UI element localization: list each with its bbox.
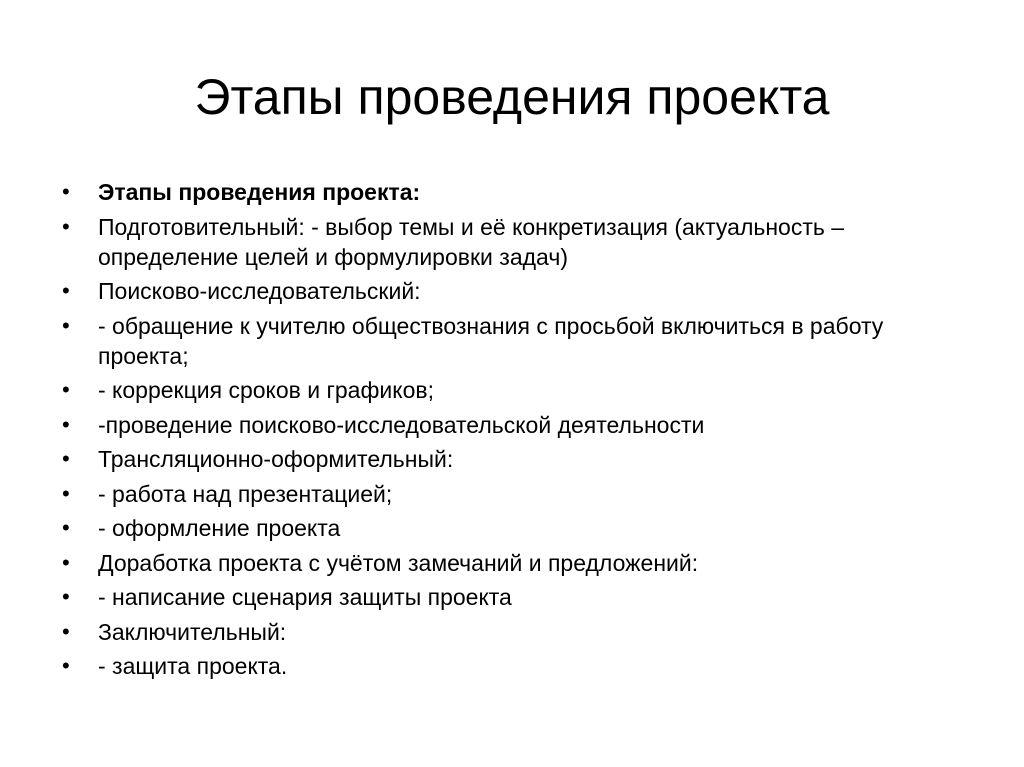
list-item-text: Заключительный: <box>98 618 287 645</box>
list-item <box>62 444 962 474</box>
list-item <box>62 375 962 405</box>
slide-title: Этапы проведения проекта <box>194 69 830 125</box>
list-item-text: - работа над презентацией; <box>98 480 393 507</box>
list-item-text: - коррекция сроков и графиков; <box>98 377 434 403</box>
list-item <box>62 410 962 440</box>
list-item <box>62 513 962 543</box>
list-item <box>62 617 962 647</box>
bullet-icon: • <box>62 278 70 303</box>
list-item <box>62 582 962 612</box>
bullet-icon: • <box>62 653 70 678</box>
list-item-text: Доработка проекта с учётом замечаний и предложений: <box>98 549 699 576</box>
list-item <box>62 548 962 578</box>
list-item <box>62 479 962 509</box>
list-item-text: Подготовительный: - выбор темы и её конкретизация (актуальность – определение целей и формулировки задач) <box>98 213 845 270</box>
list-item-text: -проведение поисково-исследовательской деятельности <box>98 411 705 438</box>
bullet-icon: • <box>62 618 70 644</box>
list-item-text: Трансляционно-оформительный: <box>98 446 454 472</box>
list-item-text: Этапы проведения проекта: <box>98 179 421 205</box>
bullet-icon: • <box>62 312 70 338</box>
bullet-icon: • <box>62 411 70 437</box>
bullet-icon: • <box>62 179 70 204</box>
bullet-icon: • <box>62 480 70 506</box>
list-item-text: - обращение к учителю обществознания с просьбой включиться в работу проекта; <box>98 312 884 369</box>
bullet-icon: • <box>62 213 70 239</box>
list-item <box>62 276 962 306</box>
bullet-list <box>62 177 962 686</box>
list-item <box>62 177 962 207</box>
bullet-icon: • <box>62 549 70 575</box>
list-item-text: - оформление проекта <box>98 515 341 541</box>
bullet-icon: • <box>62 515 70 540</box>
list-item-text: - написание сценария защиты проекта <box>98 584 512 610</box>
bullet-icon: • <box>62 446 70 471</box>
list-item <box>62 311 962 371</box>
bullet-icon: • <box>62 377 70 402</box>
list-item-text: Поисково-исследовательский: <box>98 278 421 304</box>
bullet-icon: • <box>62 584 70 609</box>
list-item-text: - защита проекта. <box>98 653 288 679</box>
list-item <box>62 212 962 272</box>
list-item <box>62 651 962 681</box>
